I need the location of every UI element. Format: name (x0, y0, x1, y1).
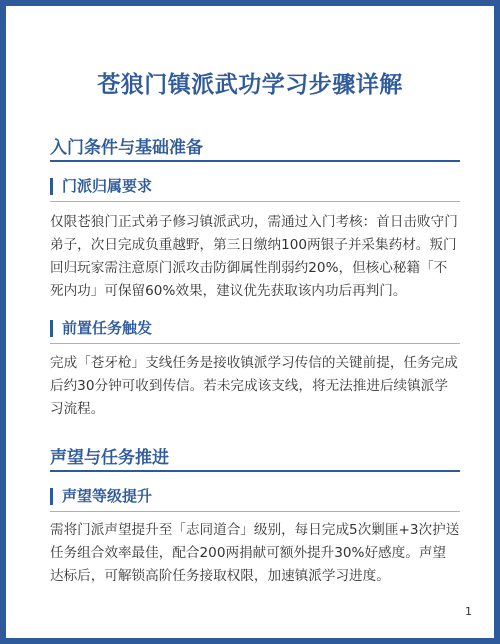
paragraph-line: 任务组合效率最佳，配合200两捐献可额外提升30%好感度。声望 (50, 545, 447, 561)
paragraph-line: 完成「苍牙枪」支线任务是接收镇派学习传信的关键前提，任务完成 (50, 355, 458, 371)
subsection-divider (50, 201, 460, 202)
paragraph-line: 需将门派声望提升至「志同道合」级别，每日完成5次剿匪+3次护送 (50, 522, 460, 538)
paragraph-line: 回归玩家需注意原门派攻击防御属性削弱约20%，但核心秘籍「不 (50, 260, 448, 276)
paragraph-line: 弟子，次日完成负重越野，第三日缴纳100两银子并采集药材。叛门 (50, 237, 457, 253)
section-heading-reputation: 声望与任务推进 (50, 448, 169, 468)
section-divider (50, 470, 460, 472)
paragraph-line: 达标后，可解锁高阶任务接取权限，加速镇派学习进度。 (50, 568, 390, 584)
subsection-heading-sect-requirement: 门派归属要求 (50, 178, 152, 195)
page-title: 苍狼门镇派武功学习步骤详解 (97, 72, 403, 98)
paragraph-line: 习流程。 (50, 401, 105, 417)
subsection-heading-prerequisite-quest: 前置任务触发 (50, 320, 152, 337)
paragraph-prerequisite-quest (50, 352, 460, 421)
subsection-divider (50, 343, 460, 344)
paragraph-sect-requirement (50, 211, 460, 303)
paragraph-line: 仅限苍狼门正式弟子修习镇派武功，需通过入门考核：首日击败守门 (50, 214, 458, 230)
subsection-divider (50, 511, 460, 512)
subsection-heading-reputation-level: 声望等级提升 (50, 488, 152, 505)
paragraph-line: 后约30分钟可收到传信。若未完成该支线，将无法推进后续镇派学 (50, 378, 448, 394)
section-heading-entry-conditions: 入门条件与基础准备 (50, 138, 203, 158)
paragraph-reputation-level (50, 519, 460, 588)
paragraph-line: 死内功」可保留60%效果，建议优先获取该内功后再判门。 (50, 283, 407, 299)
page-number: 1 (465, 605, 472, 618)
section-divider (50, 160, 460, 162)
